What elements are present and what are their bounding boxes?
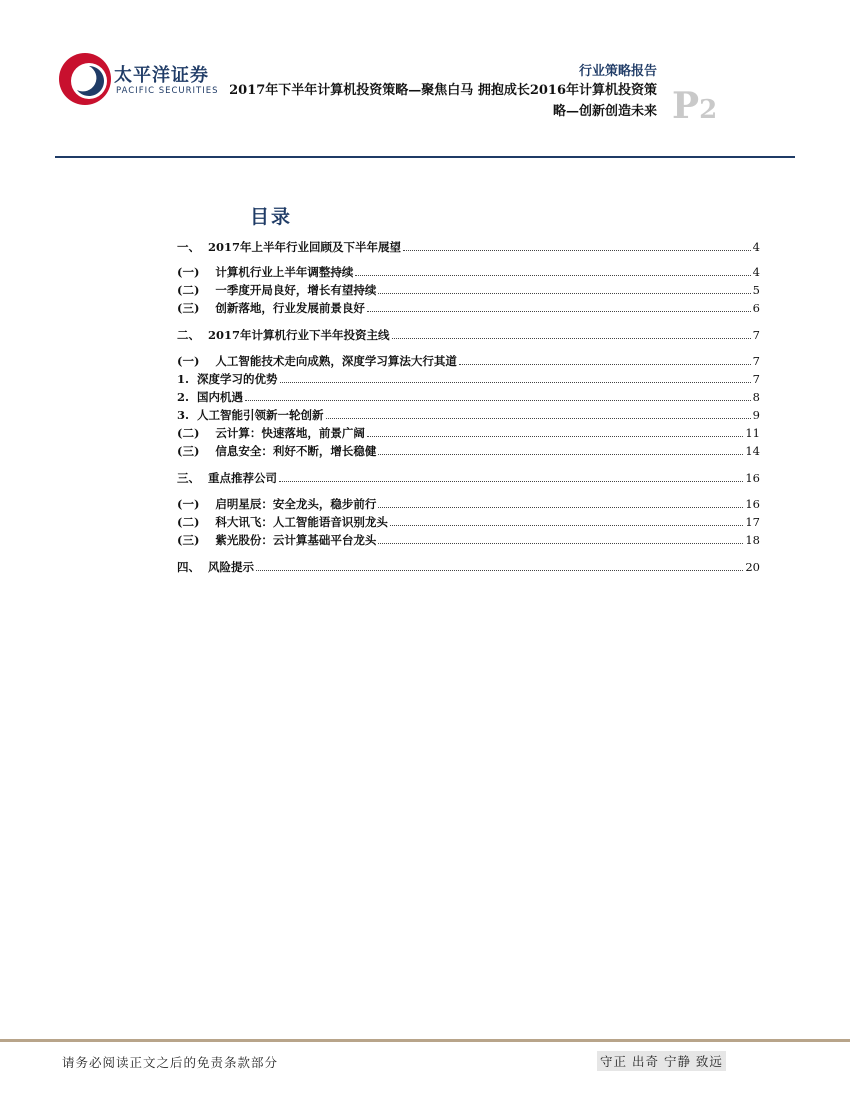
toc-entry[interactable]: [177, 263, 760, 279]
toc-entry-label: 信息安全：利好不断，增长稳健: [215, 444, 377, 458]
toc-entry[interactable]: [177, 469, 760, 485]
toc-entry-page: 9: [752, 408, 760, 422]
toc-entry-page: 7: [752, 328, 760, 342]
toc-leader-dots: [390, 524, 743, 526]
toc-entry-page: 11: [745, 426, 760, 440]
toc-title: 目录: [250, 206, 293, 228]
toc-entry-page: 7: [752, 354, 760, 368]
toc-entry-label: 云计算：快速落地，前景广阔: [215, 426, 365, 440]
toc-entry-number: 三、: [177, 471, 209, 485]
toc-leader-dots: [378, 506, 743, 508]
toc-entry-number: 3.: [177, 408, 198, 422]
toc-entry-label: 2017年上半年行业回顾及下半年展望: [208, 240, 402, 254]
toc-entry-number: (一): [177, 497, 216, 511]
toc-entry-number: 2.: [177, 390, 198, 404]
toc-entry-page: 5: [752, 283, 760, 297]
toc-entry-number: 二、: [177, 328, 209, 342]
header-divider: [55, 156, 795, 158]
footer-disclaimer: 请务必阅读正文之后的免责条款部分: [62, 1055, 279, 1070]
toc-entry-number: (三): [177, 301, 216, 315]
company-logo: [56, 46, 231, 116]
toc-entry-label: 计算机行业上半年调整持续: [215, 265, 354, 279]
toc-entry-number: (三): [177, 533, 216, 547]
toc-entry-label: 2017年计算机行业下半年投资主线: [208, 328, 390, 342]
toc-entry-page: 4: [752, 265, 760, 279]
toc-entry-number: 一、: [177, 240, 209, 254]
toc-entry-page: 18: [745, 533, 760, 547]
toc-entry-page: 6: [752, 301, 760, 315]
toc-entry-number: (二): [177, 283, 216, 297]
report-title: 2017年下半年计算机投资策略—聚焦白马 拥抱成长2016年计算机投资策略—创新创造未来: [229, 83, 657, 119]
toc-entry-page: 14: [745, 444, 760, 458]
toc-entry-number: 1.: [177, 372, 198, 386]
toc-entry-label: 风险提示: [208, 560, 255, 574]
toc-entry-page: 20: [745, 560, 760, 574]
toc-entry-number: (二): [177, 426, 216, 440]
brand-name-cn: 太平洋证券: [114, 65, 209, 86]
toc-leader-dots: [256, 569, 743, 571]
toc-entry[interactable]: [177, 442, 760, 458]
toc-entry[interactable]: [177, 406, 760, 422]
toc-entry-label: 科大讯飞：人工智能语音识别龙头: [215, 515, 388, 529]
toc-entry-label: 人工智能引领新一轮创新: [197, 408, 324, 422]
toc-leader-dots: [403, 249, 751, 251]
toc-leader-dots: [367, 435, 743, 437]
toc-leader-dots: [245, 399, 751, 401]
toc-entry-number: (二): [177, 515, 216, 529]
report-type: 行业策略报告: [578, 64, 657, 79]
toc-leader-dots: [378, 292, 750, 294]
toc-entry-page: 8: [752, 390, 760, 404]
toc-entry-page: 7: [752, 372, 760, 386]
page-mark-letter: P: [672, 85, 700, 127]
toc-entry-label: 启明星辰：安全龙头，稳步前行: [215, 497, 377, 511]
toc-entry-number: (一): [177, 265, 216, 279]
toc-entry[interactable]: [177, 352, 760, 368]
toc-leader-dots: [378, 453, 743, 455]
toc-entry[interactable]: [177, 370, 760, 386]
toc-entry[interactable]: [177, 281, 760, 297]
toc-entry[interactable]: [177, 299, 760, 315]
toc-leader-dots: [378, 542, 743, 544]
footer-motto: 守正 出奇 宁静 致远: [597, 1051, 726, 1071]
toc-entry[interactable]: [177, 388, 760, 404]
toc-leader-dots: [392, 337, 751, 339]
toc-entry[interactable]: [177, 513, 760, 529]
page-mark-number: 2: [699, 95, 718, 125]
toc-leader-dots: [326, 417, 751, 419]
toc-entry-page: 17: [745, 515, 760, 529]
toc-entry-number: (三): [177, 444, 216, 458]
toc-entry[interactable]: [177, 326, 760, 342]
page-mark: [672, 85, 717, 127]
toc-entry[interactable]: [177, 495, 760, 511]
pacific-securities-logo-icon: [56, 46, 112, 110]
toc-entry-label: 一季度开局良好，增长有望持续: [215, 283, 377, 297]
toc-entry-label: 创新落地，行业发展前景良好: [215, 301, 365, 315]
footer-divider: [0, 1039, 850, 1042]
toc-entry-label: 紫光股份：云计算基础平台龙头: [215, 533, 377, 547]
toc-entry-page: 16: [745, 497, 760, 511]
toc-entry-label: 重点推荐公司: [208, 471, 278, 485]
toc-entry[interactable]: [177, 531, 760, 547]
toc-leader-dots: [355, 274, 750, 276]
toc-entry-label: 人工智能技术走向成熟，深度学习算法大行其道: [215, 354, 457, 368]
toc-entry-page: 16: [745, 471, 760, 485]
toc-leader-dots: [280, 381, 751, 383]
toc-entry-page: 4: [752, 240, 760, 254]
toc-leader-dots: [459, 363, 751, 365]
toc-entry-label: 深度学习的优势: [197, 372, 278, 386]
toc-entry[interactable]: [177, 238, 760, 254]
toc-entry[interactable]: [177, 424, 760, 440]
toc-entry-label: 国内机遇: [197, 390, 244, 404]
toc-entry-number: (一): [177, 354, 216, 368]
brand-name-en: PACIFIC SECURITIES: [116, 86, 219, 96]
toc-entry[interactable]: [177, 558, 760, 574]
toc-leader-dots: [367, 310, 751, 312]
toc-leader-dots: [279, 480, 743, 482]
toc-entry-number: 四、: [177, 560, 209, 574]
